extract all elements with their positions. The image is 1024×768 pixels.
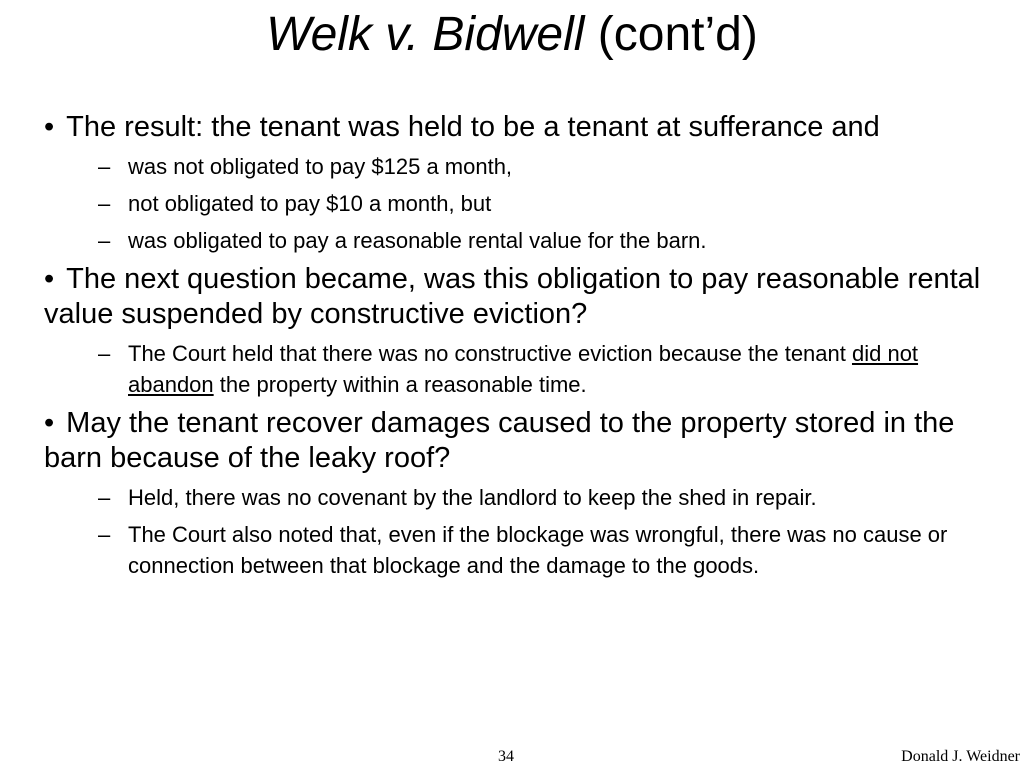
sub-bullet-no-covenant <box>44 482 994 513</box>
sub-bullet-text-before: The Court held that there was no constructive eviction because the tenant <box>128 341 852 366</box>
sub-bullet-text: Held, there was no covenant by the landlord to keep the shed in repair. <box>128 485 817 510</box>
sub-bullet-text-after: the property within a reasonable time. <box>213 372 587 397</box>
bullet-marker: • <box>44 407 55 439</box>
sub-bullet-text: was not obligated to pay $125 a month, <box>128 154 513 179</box>
sub-bullet-not-obligated-10 <box>44 188 994 219</box>
page-number: 34 <box>498 748 514 765</box>
title-suffix: (cont’d) <box>584 8 758 61</box>
sub-bullet-reasonable-rental <box>44 225 994 256</box>
bullet-result <box>44 110 994 145</box>
bullet-marker: • <box>44 263 55 295</box>
case-name: Welk v. Bidwell <box>266 8 585 61</box>
bullet-damages <box>44 406 994 476</box>
bullet-marker: • <box>44 111 55 143</box>
sub-bullet-text: was obligated to pay a reasonable rental value for the barn. <box>128 228 707 253</box>
sub-bullet-text: not obligated to pay $10 a month, but <box>128 191 492 216</box>
sub-bullet-text: The Court also noted that, even if the blockage was wrongful, there was no cause or connection between that blockage and the damage to the goods. <box>128 522 948 578</box>
author-name: Donald J. Weidner <box>901 748 1020 765</box>
bullet-next-question <box>44 262 994 332</box>
dash-marker: – <box>98 522 111 547</box>
bullet-text: May the tenant recover damages caused to the property stored in the barn because of the leaky roof? <box>44 407 955 474</box>
bullet-text: The next question became, was this obligation to pay reasonable rental value suspended by constructive eviction? <box>44 263 981 330</box>
slide-title <box>0 6 1024 64</box>
slide-body <box>44 110 994 587</box>
sub-bullet-not-obligated-125 <box>44 151 994 182</box>
dash-marker: – <box>98 228 111 253</box>
sub-bullet-no-causation <box>44 519 994 581</box>
sub-bullet-no-constructive-eviction <box>44 338 994 400</box>
dash-marker: – <box>98 154 111 179</box>
dash-marker: – <box>98 191 111 216</box>
dash-marker: – <box>98 341 111 366</box>
dash-marker: – <box>98 485 111 510</box>
bullet-text: The result: the tenant was held to be a tenant at sufferance and <box>66 111 880 143</box>
underlined-phrase: did not abandon <box>128 341 919 397</box>
